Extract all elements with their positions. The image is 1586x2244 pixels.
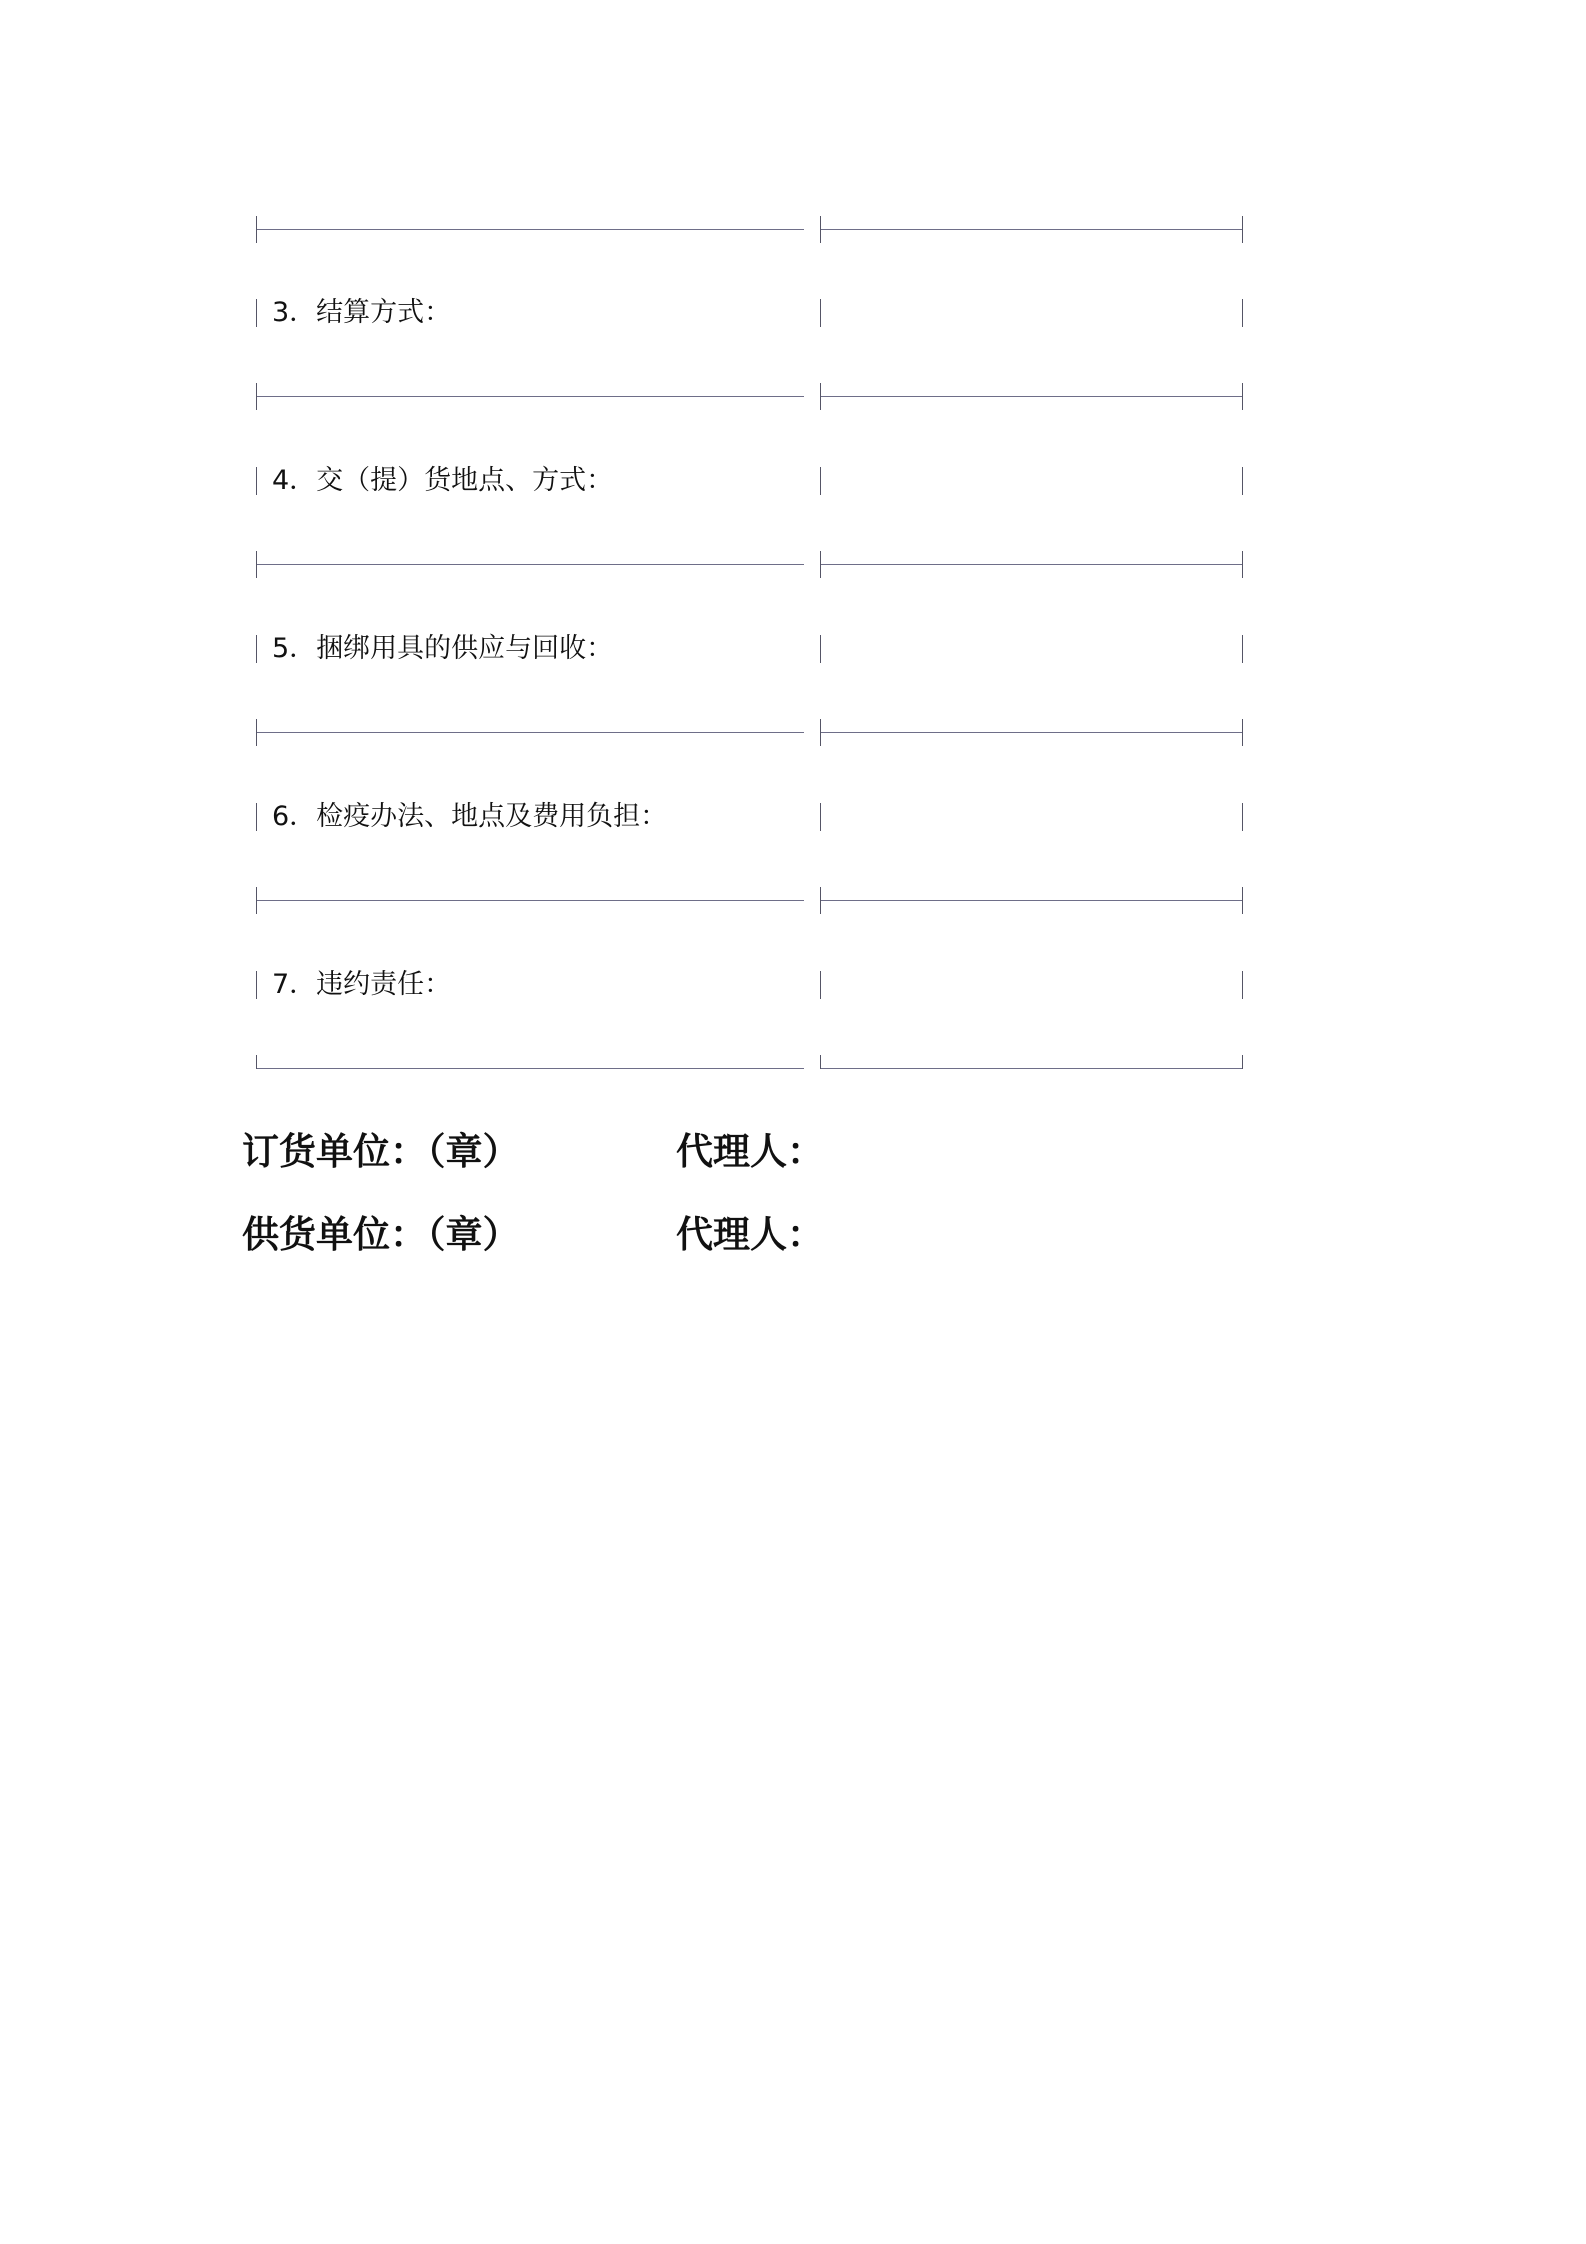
- table-tick: [820, 383, 821, 410]
- cell-border: [1242, 299, 1243, 327]
- table-tick: [1242, 887, 1243, 914]
- table-tick: [1242, 383, 1243, 410]
- cell-border: [256, 467, 257, 495]
- table-tick: [256, 383, 257, 410]
- table-rule: [820, 396, 1242, 397]
- cell-border: [820, 803, 821, 831]
- cell-border: [256, 971, 257, 999]
- table-tick: [256, 216, 257, 243]
- table-rule: [256, 900, 804, 901]
- term-label-delivery: 4．交（提）货地点、方式：: [272, 465, 614, 496]
- table-tick: [1242, 551, 1243, 578]
- term-label-packaging: 5．捆绑用具的供应与回收：: [272, 633, 614, 664]
- table-rule: [256, 732, 804, 733]
- table-tick: [1242, 1055, 1243, 1069]
- table-rule: [820, 900, 1242, 901]
- orderer-unit-label: 订货单位：（章）: [242, 1130, 520, 1173]
- table-rule: [820, 564, 1242, 565]
- cell-border: [1242, 635, 1243, 663]
- table-tick: [820, 216, 821, 243]
- cell-border: [820, 299, 821, 327]
- term-label-settlement: 3．结算方式：: [272, 297, 452, 328]
- supplier-unit-label: 供货单位：（章）: [242, 1213, 520, 1256]
- table-tick: [820, 719, 821, 746]
- supplier-agent-label: 代理人：: [676, 1213, 824, 1256]
- cell-border: [1242, 803, 1243, 831]
- table-rule: [820, 1068, 1242, 1069]
- table-rule: [256, 1068, 804, 1069]
- table-tick: [256, 551, 257, 578]
- cell-border: [1242, 467, 1243, 495]
- table-tick: [820, 887, 821, 914]
- cell-border: [1242, 971, 1243, 999]
- table-rule: [256, 229, 804, 230]
- table-tick: [256, 719, 257, 746]
- term-label-quarantine: 6．检疫办法、地点及费用负担：: [272, 801, 668, 832]
- table-tick: [1242, 719, 1243, 746]
- term-label-liability: 7．违约责任：: [272, 969, 452, 1000]
- table-tick: [820, 1055, 821, 1069]
- cell-border: [256, 299, 257, 327]
- cell-border: [256, 635, 257, 663]
- orderer-agent-label: 代理人：: [676, 1130, 824, 1173]
- table-tick: [1242, 216, 1243, 243]
- table-rule: [820, 732, 1242, 733]
- cell-border: [256, 803, 257, 831]
- cell-border: [820, 467, 821, 495]
- cell-border: [820, 971, 821, 999]
- table-rule: [820, 229, 1242, 230]
- table-rule: [256, 396, 804, 397]
- table-rule: [256, 564, 804, 565]
- table-tick: [256, 1055, 257, 1069]
- table-tick: [256, 887, 257, 914]
- cell-border: [820, 635, 821, 663]
- table-tick: [820, 551, 821, 578]
